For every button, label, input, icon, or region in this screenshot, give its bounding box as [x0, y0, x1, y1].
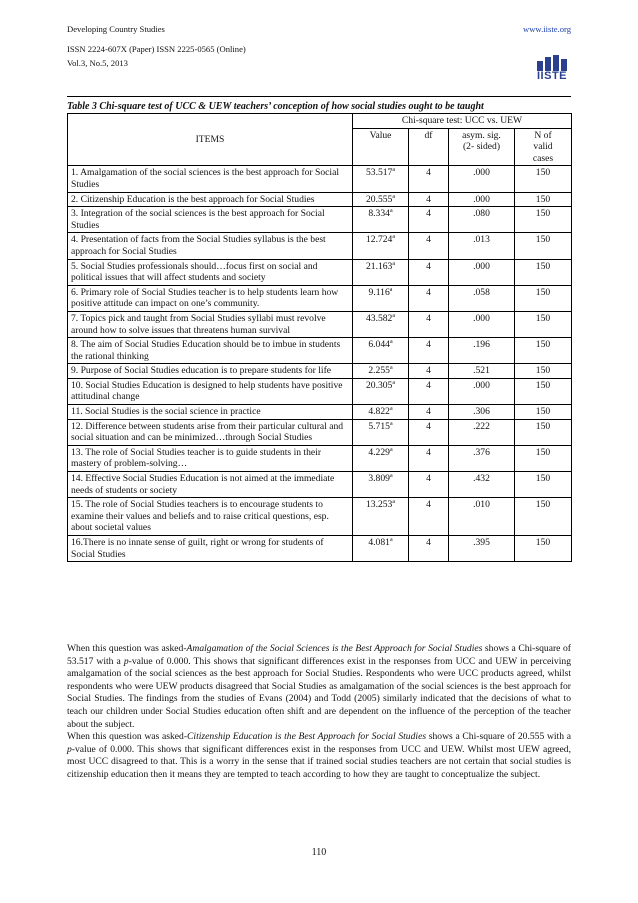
item-cell-text: 7. Topics pick and taught from Social Studies syllabi must revolve around how to solve issues that threatens human survival: [71, 312, 326, 336]
sig-cell-text: .058: [473, 286, 490, 298]
value-cell-text: 43.582: [365, 312, 393, 324]
df-cell-text: 4: [426, 499, 431, 511]
n-cell-text: 150: [535, 312, 551, 324]
item-cell-text: 8. The aim of Social Studies Education should be to imbue in students the rational thinking: [71, 339, 341, 362]
table-row: [68, 364, 572, 379]
volume-line: Vol.3, No.5, 2013: [67, 58, 128, 68]
item-cell-text: 4. Presentation of facts from the Social Studies syllabus is the best approach for Social Studies: [71, 234, 326, 257]
value-cell: [353, 233, 409, 259]
n-cell: [515, 285, 572, 311]
value-cell-text: 3.809: [368, 473, 390, 485]
item-cell-text: 9. Purpose of Social Studies education is to prepare students for life: [71, 365, 332, 377]
n-header-line-3: cases: [532, 152, 554, 164]
superscript-a: a: [389, 365, 393, 372]
sig-cell: [449, 536, 515, 562]
superscript-a: a: [389, 207, 393, 214]
n-cell: [515, 445, 572, 471]
paragraph-1-emphasis: Amalgamation of the Social Sciences is the Best Approach for Social Studies: [186, 643, 483, 654]
value-cell: [353, 472, 409, 498]
n-header-line-2: valid: [533, 141, 553, 153]
n-cell-text: 150: [535, 365, 551, 377]
superscript-a: a: [389, 420, 393, 427]
sig-cell: [449, 285, 515, 311]
sig-cell-text: .521: [473, 365, 490, 377]
sig-cell-text: .000: [473, 379, 490, 391]
sig-cell-text: .432: [473, 473, 490, 485]
sig-cell: [449, 498, 515, 536]
item-cell-text: 16.There is no innate sense of guilt, right or wrong for students of Social Studies: [71, 537, 324, 560]
value-cell: [353, 311, 409, 337]
df-cell-text: 4: [426, 537, 431, 548]
paragraph-2-p: p: [67, 743, 72, 755]
superscript-a: a: [392, 234, 396, 241]
sig-cell: [449, 259, 515, 285]
n-cell-text: 150: [535, 420, 551, 432]
sig-cell: [449, 233, 515, 259]
item-cell: [68, 536, 353, 562]
df-cell-text: 4: [426, 167, 431, 179]
sig-cell: [449, 405, 515, 420]
n-cell-text: 150: [535, 406, 551, 418]
item-cell: [68, 472, 353, 498]
sig-header: [449, 128, 515, 166]
superscript-a: a: [392, 167, 396, 174]
table-row: [68, 378, 572, 404]
sig-cell-text: .013: [473, 234, 490, 246]
sig-cell-text: .080: [473, 208, 490, 220]
df-cell-text: 4: [426, 286, 431, 298]
n-cell: [515, 233, 572, 259]
item-cell-text: 14. Effective Social Studies Education is not aimed at the immediate needs of students or society: [71, 473, 335, 496]
sig-cell: [449, 378, 515, 404]
item-cell: [68, 378, 353, 404]
n-header: [515, 128, 572, 166]
item-cell: [68, 405, 353, 420]
sig-cell: [449, 338, 515, 364]
sig-cell-text: .000: [473, 260, 490, 272]
value-cell: [353, 498, 409, 536]
df-cell-text: 4: [426, 406, 431, 418]
value-cell: [353, 338, 409, 364]
n-cell: [515, 536, 572, 562]
superscript-a: a: [392, 312, 396, 319]
df-cell: [409, 311, 449, 337]
body-text: [67, 643, 571, 782]
value-header: Value: [353, 128, 409, 166]
sig-cell: [449, 207, 515, 233]
table-row: [68, 338, 572, 364]
item-cell: [68, 338, 353, 364]
sig-cell: [449, 311, 515, 337]
sig-cell: [449, 166, 515, 192]
value-cell-text: 13.253: [365, 499, 393, 511]
n-cell: [515, 419, 572, 445]
n-cell: [515, 405, 572, 420]
value-cell-text: 4.229: [368, 446, 390, 458]
value-cell-text: 5.715: [368, 420, 390, 432]
sig-cell: [449, 364, 515, 379]
n-cell-text: 150: [535, 446, 551, 458]
df-cell: [409, 259, 449, 285]
n-cell: [515, 192, 572, 207]
item-cell-text: 15. The role of Social Studies teachers is to encourage students to examine their values and beliefs and to raise critical questions, esp. about societal values: [71, 499, 329, 534]
table-row: [68, 419, 572, 445]
value-cell-text: 4.822: [368, 406, 390, 418]
paragraph-1-mid: shows a Chi-square of 53.517 with a: [67, 643, 571, 667]
value-cell-text: 6.044: [368, 339, 390, 351]
sig-cell-text: .000: [473, 312, 490, 324]
table-row: [68, 259, 572, 285]
table-row: [68, 207, 572, 233]
value-cell: [353, 405, 409, 420]
value-cell-text: 20.555: [365, 193, 393, 205]
sig-header-line-2: (2- sided): [462, 141, 501, 153]
df-cell: [409, 192, 449, 207]
superscript-a: a: [392, 379, 396, 386]
item-cell: [68, 166, 353, 192]
paragraph-1-lead: When this question was asked-: [67, 643, 187, 654]
issn-line: ISSN 2224-607X (Paper) ISSN 2225-0565 (Online): [67, 44, 246, 54]
df-cell-text: 4: [426, 193, 431, 205]
n-cell: [515, 166, 572, 192]
page-number: 110: [311, 847, 327, 858]
page-header: [67, 24, 571, 69]
superscript-a: a: [389, 338, 393, 345]
item-cell-text: 12. Difference between students arise from their particular cultural and social situation and can be minimized…through Social Studies: [71, 420, 344, 444]
table-row: [68, 166, 572, 192]
table-row: [68, 536, 572, 562]
superscript-a: a: [389, 472, 393, 479]
paragraph-1-p: p: [123, 655, 129, 667]
sig-cell: [449, 192, 515, 207]
logo-text: IISTE: [537, 70, 568, 82]
value-cell-text: 9.116: [368, 286, 390, 298]
iiste-logo: [537, 55, 571, 83]
sig-cell: [449, 472, 515, 498]
item-cell: [68, 498, 353, 536]
paragraph-2-emphasis: Citizenship Education is the Best Approach for Social Studies: [187, 731, 427, 743]
n-cell-text: 150: [535, 167, 551, 179]
item-cell: [68, 364, 353, 379]
df-cell-text: 4: [426, 260, 431, 272]
df-cell-text: 4: [426, 420, 431, 432]
value-cell-text: 20.305: [365, 379, 393, 391]
sig-cell-text: .000: [473, 193, 490, 205]
paragraph-2: [67, 731, 571, 781]
superscript-a: a: [392, 260, 396, 267]
n-cell-text: 150: [535, 286, 551, 298]
sig-cell: [449, 445, 515, 471]
value-cell: [353, 419, 409, 445]
table-row: [68, 498, 572, 536]
superscript-a: a: [389, 536, 393, 543]
df-cell: [409, 498, 449, 536]
item-cell-text: 2. Citizenship Education is the best approach for Social Studies: [71, 193, 315, 205]
n-cell: [515, 378, 572, 404]
value-cell: [353, 536, 409, 562]
value-cell-text: 53.517: [365, 167, 393, 179]
df-cell: [409, 166, 449, 192]
table-row: [68, 285, 572, 311]
value-cell-text: 2.255: [368, 365, 390, 377]
df-cell: [409, 472, 449, 498]
item-cell: [68, 285, 353, 311]
logo-bars-icon: [537, 55, 571, 71]
df-cell: [409, 364, 449, 379]
n-cell-text: 150: [535, 234, 551, 246]
superscript-a: a: [389, 446, 393, 453]
sig-cell-text: .306: [473, 406, 490, 418]
n-cell-text: 150: [535, 379, 551, 391]
df-cell-text: 4: [426, 208, 431, 220]
df-header: df: [409, 128, 449, 166]
n-cell: [515, 207, 572, 233]
df-cell-text: 4: [426, 379, 431, 391]
value-cell-text: 4.081: [368, 537, 390, 548]
n-cell: [515, 472, 572, 498]
value-cell: [353, 192, 409, 207]
n-cell: [515, 259, 572, 285]
sig-cell-text: .395: [473, 537, 490, 548]
n-cell-text: 150: [535, 339, 551, 351]
value-cell: [353, 166, 409, 192]
value-cell: [353, 259, 409, 285]
n-cell-text: 150: [535, 260, 551, 272]
paragraph-1-rest: -value of 0.000. This shows that significant differences exist in the responses from UCC and UEW in perceiving amalgamation of the social sciences as the best approach for Social Studies. Respondents who were UCC products agreed, whilst respondents who were UEW products disagreed that Social Studies as amalgamation of the social sciences is the best approach for Social Studies. The findings from the studies of Evans (2004) and Todd (2005) similarly indicated that the decisions of what to teach our children under Social Studies education often shift and are dependent on the influence of the perception of the teacher about the subject.: [67, 655, 571, 730]
value-cell: [353, 378, 409, 404]
group-header: Chi-square test: UCC vs. UEW: [353, 114, 572, 129]
table-header-row-group: [68, 114, 572, 129]
chi-square-table: [67, 113, 572, 562]
item-cell: [68, 192, 353, 207]
table-row: [68, 233, 572, 259]
item-cell: [68, 259, 353, 285]
items-header: ITEMS: [68, 114, 353, 166]
sig-cell-text: .376: [473, 446, 490, 458]
df-cell: [409, 285, 449, 311]
journal-line: [67, 24, 571, 35]
value-cell: [353, 445, 409, 471]
value-cell: [353, 364, 409, 379]
item-cell-text: 13. The role of Social Studies teacher is to guide students in their mastery of problem-solving…: [71, 446, 322, 470]
n-cell-text: 150: [535, 473, 551, 485]
paragraph-1: [67, 643, 571, 731]
header-rule: [67, 96, 571, 97]
item-cell-text: 10. Social Studies Education is designed to help students have positive attitudinal change: [71, 379, 343, 403]
df-cell: [409, 445, 449, 471]
df-cell: [409, 378, 449, 404]
df-cell-text: 4: [426, 234, 431, 246]
item-cell: [68, 419, 353, 445]
table-row: [68, 472, 572, 498]
n-cell: [515, 498, 572, 536]
sig-cell-text: .196: [473, 339, 490, 351]
value-cell-text: 8.334: [368, 208, 390, 220]
paragraph-2-lead: When this question was asked-: [67, 731, 188, 743]
paragraph-2-mid: shows a Chi-square of 20.555 with a: [426, 731, 571, 743]
df-cell: [409, 419, 449, 445]
df-cell-text: 4: [426, 312, 431, 324]
journal-name: Developing Country Studies: [67, 24, 165, 34]
item-cell: [68, 311, 353, 337]
n-cell: [515, 338, 572, 364]
item-cell: [68, 233, 353, 259]
table-row: [68, 192, 572, 207]
n-header-line-1: N of: [534, 129, 552, 141]
df-cell-text: 4: [426, 473, 431, 485]
df-cell: [409, 405, 449, 420]
df-cell: [409, 207, 449, 233]
df-cell-text: 4: [426, 446, 431, 458]
df-cell: [409, 233, 449, 259]
superscript-a: a: [389, 405, 393, 412]
paragraph-2-rest: -value of 0.000. This shows that significant differences exist in the responses from UCC and UEW. Whilst most UEW agreed, most UCC disagreed to that. This is a worry in the sense that if trained social studies teachers are not certain that social studies is citizenship education then it means they are tempted to teach according to how they are taught to conceptualize the subject.: [67, 743, 571, 780]
journal-url-link[interactable]: www.iiste.org: [523, 24, 571, 34]
n-cell-text: 150: [535, 193, 551, 205]
superscript-a: a: [389, 286, 393, 293]
item-cell: [68, 207, 353, 233]
superscript-a: a: [392, 193, 396, 200]
item-cell: [68, 445, 353, 471]
sig-header-line-1: asym. sig.: [462, 129, 501, 141]
item-cell-text: 5. Social Studies professionals should…focus first on social and political issues that will affect students and society: [71, 260, 318, 284]
superscript-a: a: [392, 499, 396, 506]
sig-cell: [449, 419, 515, 445]
sig-cell-text: .000: [473, 167, 490, 179]
item-cell-text: 3. Integration of the social sciences is the best approach for Social Studies: [71, 208, 325, 231]
item-cell-text: 6. Primary role of Social Studies teacher is to help students learn how positive attitude can impact on one’s community.: [71, 286, 339, 310]
df-cell-text: 4: [426, 365, 431, 377]
df-cell: [409, 338, 449, 364]
n-cell-text: 150: [535, 208, 551, 220]
value-cell-text: 12.724: [365, 234, 393, 246]
value-cell-text: 21.163: [365, 260, 393, 272]
item-cell-text: 1. Amalgamation of the social sciences is the best approach for Social Studies: [71, 167, 340, 190]
n-cell: [515, 311, 572, 337]
table-row: [68, 405, 572, 420]
table-caption: Table 3 Chi-square test of UCC & UEW teachers’ conception of how social studies ought to be taught: [67, 101, 484, 112]
table-row: [68, 445, 572, 471]
sig-cell-text: .010: [473, 499, 490, 511]
n-cell-text: 150: [535, 537, 551, 548]
table-row: [68, 311, 572, 337]
value-cell: [353, 207, 409, 233]
n-cell-text: 150: [535, 499, 551, 511]
sig-cell-text: .222: [473, 420, 490, 432]
n-cell: [515, 364, 572, 379]
df-cell-text: 4: [426, 339, 431, 351]
item-cell-text: 11. Social Studies is the social science in practice: [71, 406, 261, 418]
value-cell: [353, 285, 409, 311]
df-cell: [409, 536, 449, 562]
